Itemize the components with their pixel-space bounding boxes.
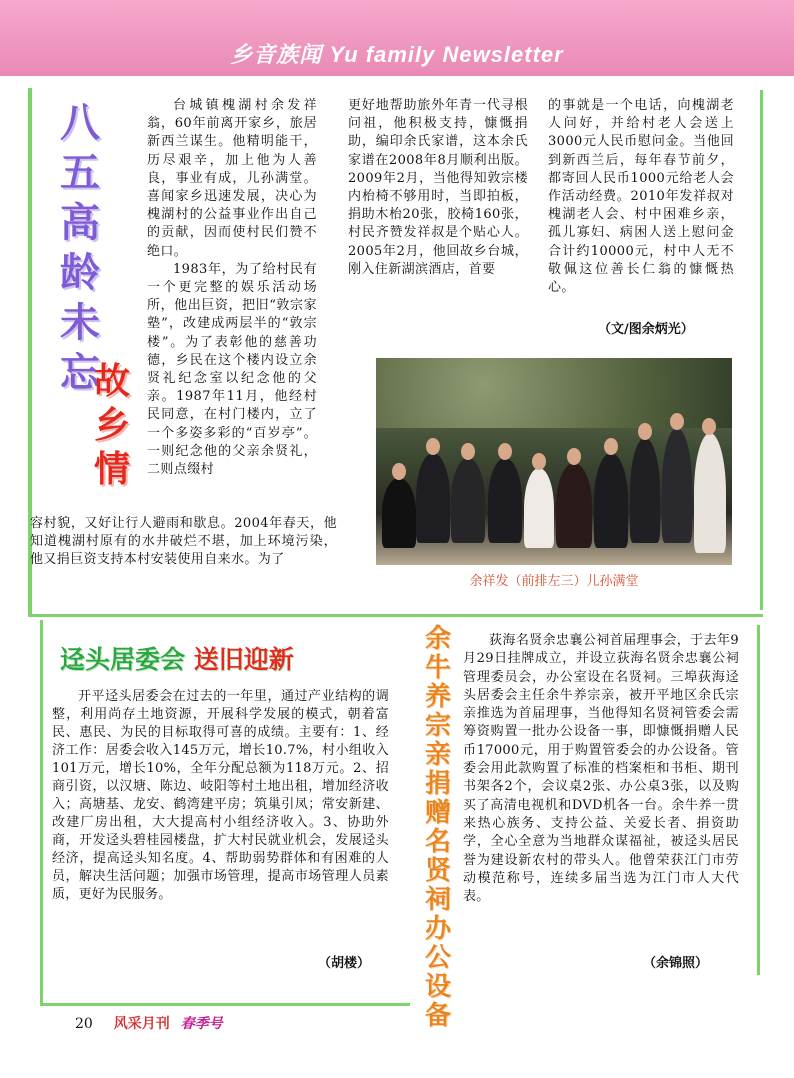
magazine-name: 风采月刊 (113, 1016, 170, 1032)
headline-char: 故 (93, 361, 130, 402)
headline-char: 祠 (424, 885, 451, 915)
page-number: 20 (75, 1016, 93, 1032)
headline-char: 赠 (424, 798, 451, 828)
article2-body (52, 688, 389, 904)
right-rule (760, 90, 763, 610)
headline-char: 八 (60, 100, 100, 146)
headline-char: 亲 (424, 740, 451, 770)
article2-paragraph: 开平迳头居委会在过去的一年里，通过产业结构的调整，利用尚存土地资源，开展科学发展的模式，朝着富民、惠民、为民的目标取得可喜的成绩。主要有：1、经济工作：居委会收入145万元，增长10.7%，村小组收入101万元，增长10%，全年分配总额为118万元。2、招商引资，以汉塘、陈边、岐阳等村土地出租，增加经济收入；高塘基、龙安、鹤湾建平房；筑巢引凤；常安新建、改建厂房出租，大大提高村小组经济收入。3、协助外商，开发迳头碧桂园楼盘，扩大村民就业机会，发展迳头经济，提高迳头知名度。4、帮助弱势群体和有困难的人员，解决生活问题；加强市场管理，提高市场管理人员素质，更好为民服务。 (52, 689, 389, 902)
article3-credit: （余锦照） (643, 956, 709, 971)
article2-headline-part-a: 迳头居委会 (60, 645, 186, 674)
headline-char: 未 (60, 300, 100, 346)
headline-char: 余 (424, 624, 451, 654)
article2-headline-part-b: 送旧迎新 (193, 645, 294, 674)
article2-headline (60, 640, 294, 676)
footer (75, 1013, 223, 1033)
article1-col3-text: 的事就是一个电话，向槐湖老人问好，并给村老人会送上3000元人民币慰问金。当他回到新西兰后，每年春节前夕，都寄回人民币1000元给老人会作活动经费。2010年发祥叔对槐湖老人会、村中困难乡亲，孤儿寡妇、病困人送上慰问金合计约10000元，村中人无不敬佩这位善长仁翁的慷慨热心。 (548, 98, 734, 296)
headline-char: 备 (424, 1001, 451, 1031)
headline-char: 办 (424, 914, 451, 944)
headline-char: 忘 (60, 350, 100, 396)
issue-season: 春季号 (180, 1016, 223, 1032)
article3-headline (418, 625, 458, 1031)
headline-char: 情 (93, 449, 130, 490)
article3-body (463, 632, 739, 906)
header-banner (0, 0, 794, 76)
headline-main (50, 98, 110, 398)
article1-column-2 (348, 97, 528, 279)
headline-sub (82, 360, 142, 492)
headline-char: 乡 (93, 405, 130, 446)
family-photo (376, 358, 732, 565)
article1-paragraph-2: 1983年，为了给村民有一个更完整的娱乐活动场所，他出巨资，把旧“敦宗家塾”，改建成两层半的“敦宗楼”。为了表彰他的慈善功德，乡民在这个楼内设立余贤礼纪念室以纪念他的父亲。1987年11月，他经村民同意，在村门楼内，立了一个多姿多彩的“百岁亭”。一则纪念他的父亲余贤礼，二则点缀村 (147, 261, 317, 478)
headline-char: 养 (424, 682, 451, 712)
headline-char: 捐 (424, 769, 451, 799)
headline-char: 公 (424, 943, 451, 973)
headline-char: 名 (424, 827, 451, 857)
article1-lead-paragraph: 台城镇槐湖村余发祥翁，60年前离开家乡，旅居新西兰谋生。他精明能干，历尽艰辛，加上他为人善良，事业有成，儿孙满堂。喜闻家乡迅速发展，决心为槐湖村的公益事业作出自己的贡献，因而使村民们赞不绝口。 (147, 98, 317, 259)
headline-char: 五 (60, 150, 100, 196)
photo-caption: 余祥发（前排左三）儿孙满堂 (469, 574, 639, 589)
headline-char: 贤 (424, 856, 451, 886)
bottom-rule (40, 1003, 410, 1006)
newsletter-title: 乡音族闻 Yu family Newsletter (230, 42, 564, 67)
headline-char: 宗 (424, 711, 451, 741)
article1-wide-text: 容村貌，又好让行人避雨和歇息。2004年春天，他知道槐湖村原有的水井破烂不堪，加上环境污染，他又捐巨资支持本村安装使用自来水。为了 (30, 516, 337, 568)
article2-credit: （胡楼） (318, 956, 371, 971)
lower-right-rule (757, 625, 760, 975)
lower-left-rule (40, 620, 43, 1004)
article1-col2-text: 更好地帮助旅外年青一代寻根问祖，他积极支持，慷慨捐助，编印余氏家谱，这本余氏家谱在2008年8月顺利出版。2009年2月，当他得知敦宗楼内枱椅不够用时，当即拍板，捐助木枱20张，胶椅160张，村民齐赞发祥叔是个贴心人。2005年2月，他回故乡台城，刚入住新湖滨酒店，首要 (348, 98, 528, 277)
headline-char: 牛 (424, 653, 451, 683)
article1-column-3 (548, 97, 734, 297)
headline-char: 龄 (60, 250, 100, 296)
article1-credit: （文/图余炳光） (598, 322, 694, 337)
headline-char: 设 (424, 972, 451, 1002)
article1-column-1 (147, 97, 317, 479)
mid-rule (28, 614, 763, 617)
headline-char: 高 (60, 200, 100, 246)
article3-paragraph: 荻海名贤余忠襄公祠首届理事会，于去年9月29日挂牌成立，并设立荻海名贤余忠襄公祠管理委员会，办公室设在名贤祠。三埠荻海迳头居委会主任余牛养宗亲，被开平地区余氏宗亲推选为首届理事，当他得知名贤祠管委会需筹资购置一批办公设备一事，即慷慨捐赠人民币17000元，用于购置管委会的办公设备。管委会用此款购置了标准的档案柜和书柜、期刊书架各2个，会议桌2张、办公桌3张，以及购买了高清电视机和DVD机各一台。余牛养一贯来热心族务、支持公益、关爱长者、捐资助学，全心全意为当地群众谋福祉，被迳头居民誉为建设新农村的带头人。他曾荣获江门市劳动模范称号，连续多届当选为江门市人大代表。 (463, 633, 739, 905)
